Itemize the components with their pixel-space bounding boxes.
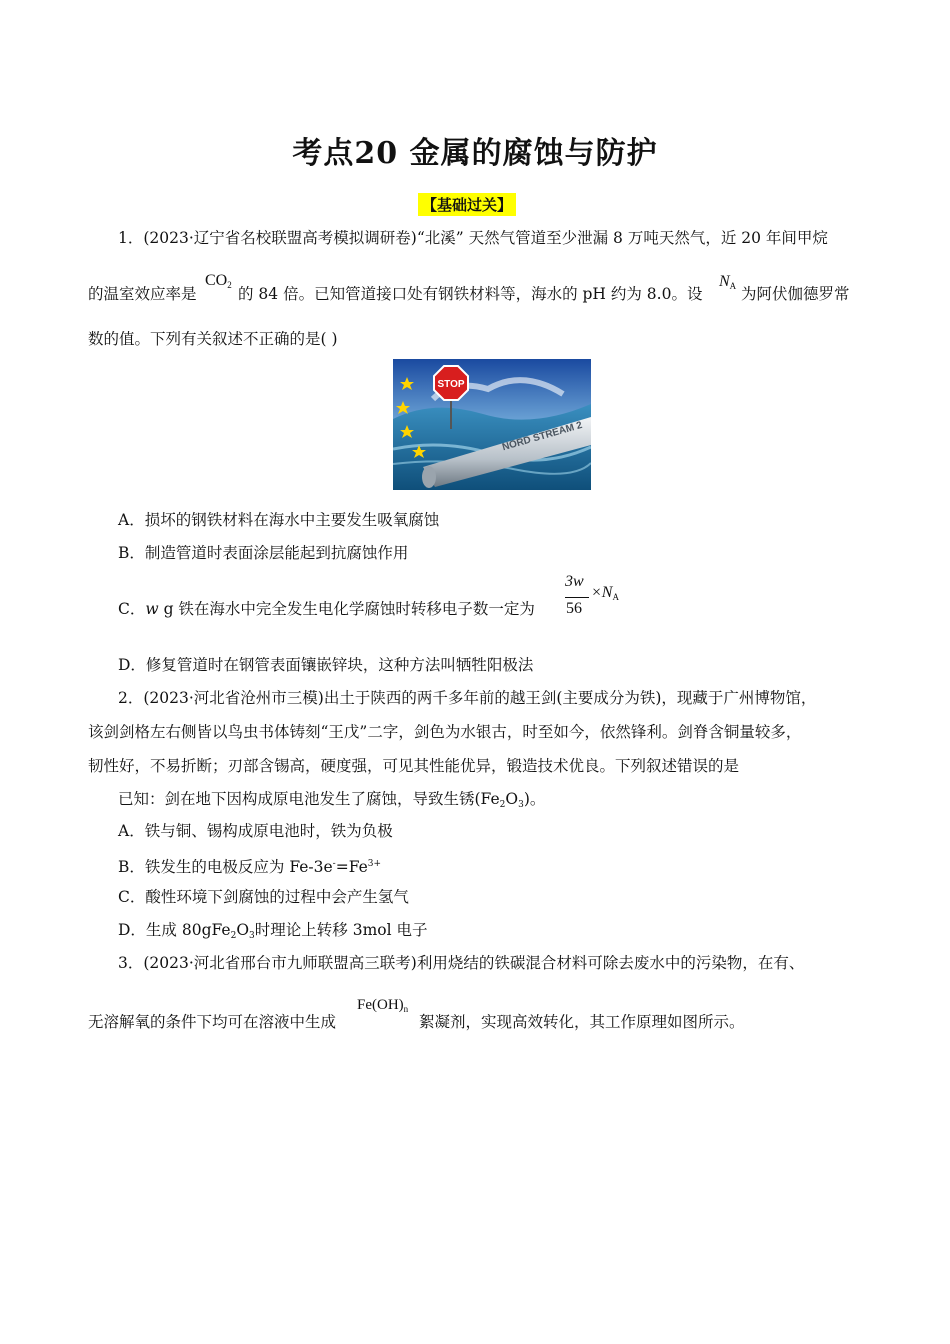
- q3-line1: 3．(2023·河北省邢台市九师联盟高三联考)利用烧结的铁碳混合材料可除去废水中的污染物，在有、: [118, 954, 805, 972]
- page-title: 考点20 金属的腐蚀与防护: [292, 136, 658, 171]
- q2-line3: 韧性好，不易折断；刃部含锡高，硬度强，可见其性能优异，锻造技术优良。下列叙述错误的是: [88, 757, 740, 775]
- times-na: $\times N_A$: [591, 584, 619, 602]
- q2-option-b: B．铁发生的电极反应为 $Fe-3e^-=Fe^{3+}$: [118, 858, 382, 876]
- q3-line2a: 无溶解氧的条件下均可在溶液中生成: [88, 1013, 337, 1031]
- fraction-3w-56: 3w 56 $\times N_A$: [565, 573, 619, 617]
- pipe-text: NORD STREAM 2: [501, 419, 584, 454]
- feoh-formula: $Fe(OH)_n$: [357, 997, 409, 1014]
- stop-sign-text: STOP: [437, 379, 465, 390]
- q2-option-d: D．生成 $80gFe_2O_3$时理论上转移 3mol 电子: [118, 921, 428, 941]
- q1-line2a: 的温室效应率是: [88, 285, 197, 303]
- q2-option-c: C．酸性环境下剑腐蚀的过程中会产生氢气: [118, 888, 409, 906]
- q1-line2b: 的 84 倍。已知管道接口处有钢铁材料等，海水的 pH 约为 8.0。设: [238, 285, 703, 303]
- co2-formula: $CO_2$: [205, 272, 232, 290]
- q2-option-a: A．铁与铜、锡构成原电池时，铁为负极: [118, 822, 393, 840]
- section-tag: 【基础过关】: [418, 193, 516, 216]
- q2-line1: 2．(2023·河北省沧州市三模)出土于陕西的两千多年前的越王剑(主要成分为铁)，现藏于广州博物馆，: [118, 689, 817, 707]
- q1-option-d: D．修复管道时在钢管表面镶嵌锌块，这种方法叫牺牲阳极法: [118, 656, 534, 674]
- q1-line3: 数的值。下列有关叙述不正确的是( ): [88, 330, 338, 348]
- q1-line2c: 为阿伏伽德罗常: [741, 285, 850, 303]
- q2-line4: 已知：剑在地下因构成原电池发生了腐蚀，导致生锈$(Fe_2O_3)$。: [118, 790, 546, 810]
- q2-line2: 该剑剑格左右侧皆以鸟虫书体铸刻“王戊”二字，剑色为水银古，时至如今，依然锋利。剑脊含铜量较多，: [88, 723, 802, 741]
- q1-option-b: B．制造管道时表面涂层能起到抗腐蚀作用: [118, 544, 409, 562]
- q1-option-c: C．w g 铁在海水中完全发生电化学腐蚀时转移电子数一定为: [118, 600, 535, 618]
- na-symbol: $N_A$: [719, 273, 737, 291]
- q1-option-a: A．损坏的钢铁材料在海水中主要发生吸氧腐蚀: [118, 511, 440, 529]
- pipeline-photo: [393, 359, 591, 490]
- q3-line2b: 絮凝剂，实现高效转化，其工作原理如图所示。: [419, 1013, 745, 1031]
- q1-line1: 1．(2023·辽宁省名校联盟高考模拟调研卷)“北溪” 天然气管道至少泄漏 8 万吨天然气，近 20 年间甲烷: [118, 229, 828, 247]
